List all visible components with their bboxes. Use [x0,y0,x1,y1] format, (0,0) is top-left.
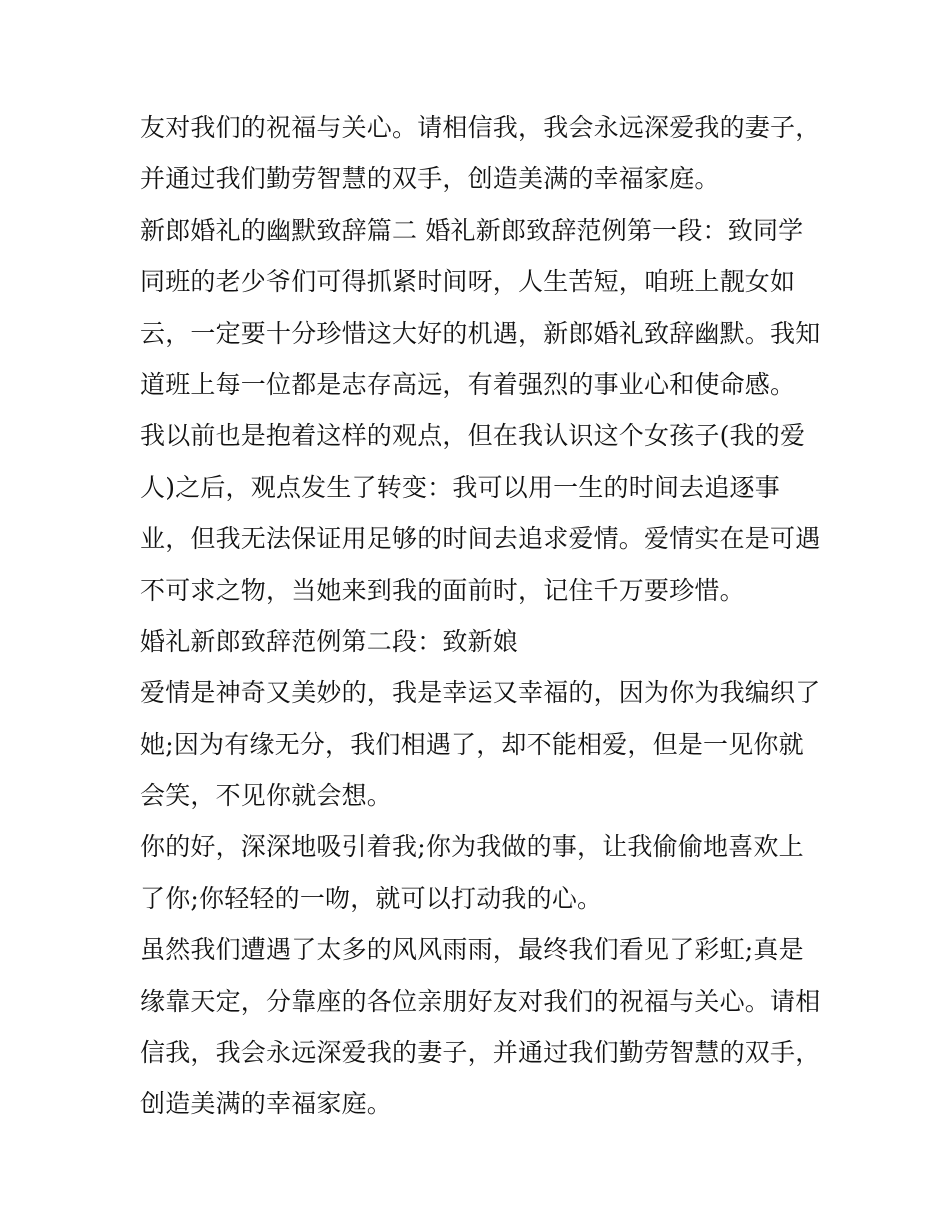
text-line: 人)之后，观点发生了转变：我可以用一生的时间去追逐事 [140,472,780,502]
section-heading-line: 婚礼新郎致辞范例第二段：致新娘 [140,626,519,656]
text-line: 云，一定要十分珍惜这大好的机遇，新郎婚礼致辞幽默。我知 [140,318,821,348]
text-line: 虽然我们遭遇了太多的风风雨雨，最终我们看见了彩虹;真是 [140,935,804,965]
text-line: 并通过我们勤劳智慧的双手，创造美满的幸福家庭。 [140,164,720,194]
text-line: 我以前也是抱着这样的观点，但在我认识这个女孩子(我的爱 [140,421,806,451]
text-line: 你的好，深深地吸引着我;你为我做的事，让我偷偷地喜欢上 [140,832,804,862]
text-line: 创造美满的幸福家庭。 [140,1089,393,1119]
text-line: 信我，我会永远深爱我的妻子，并通过我们勤劳智慧的双手， [140,1038,821,1068]
text-line: 了你;你轻轻的一吻，就可以打动我的心。 [140,883,603,913]
text-line: 同班的老少爷们可得抓紧时间呀，人生苦短，咱班上靓女如 [140,267,796,297]
text-line: 缘靠天定，分靠座的各位亲朋好友对我们的祝福与关心。请相 [140,986,821,1016]
section-heading-line: 新郎婚礼的幽默致辞篇二 婚礼新郎致辞范例第一段：致同学 [140,215,804,245]
document-body [140,102,820,1130]
text-line: 她;因为有缘无分，我们相遇了，却不能相爱，但是一见你就 [140,729,804,759]
text-line: 道班上每一位都是志存高远，有着强烈的事业心和使命感。 [140,369,796,399]
text-line: 友对我们的祝福与关心。请相信我，我会永远深爱我的妻子， [140,113,821,142]
text-line: 不可求之物，当她来到我的面前时，记住千万要珍惜。 [140,575,745,605]
text-line: 会笑，不见你就会想。 [140,781,393,811]
text-line: 爱情是神奇又美妙的，我是幸运又幸福的，因为你为我编织了 [140,678,821,708]
text-line: 业，但我无法保证用足够的时间去追求爱情。爱情实在是可遇 [140,524,821,554]
